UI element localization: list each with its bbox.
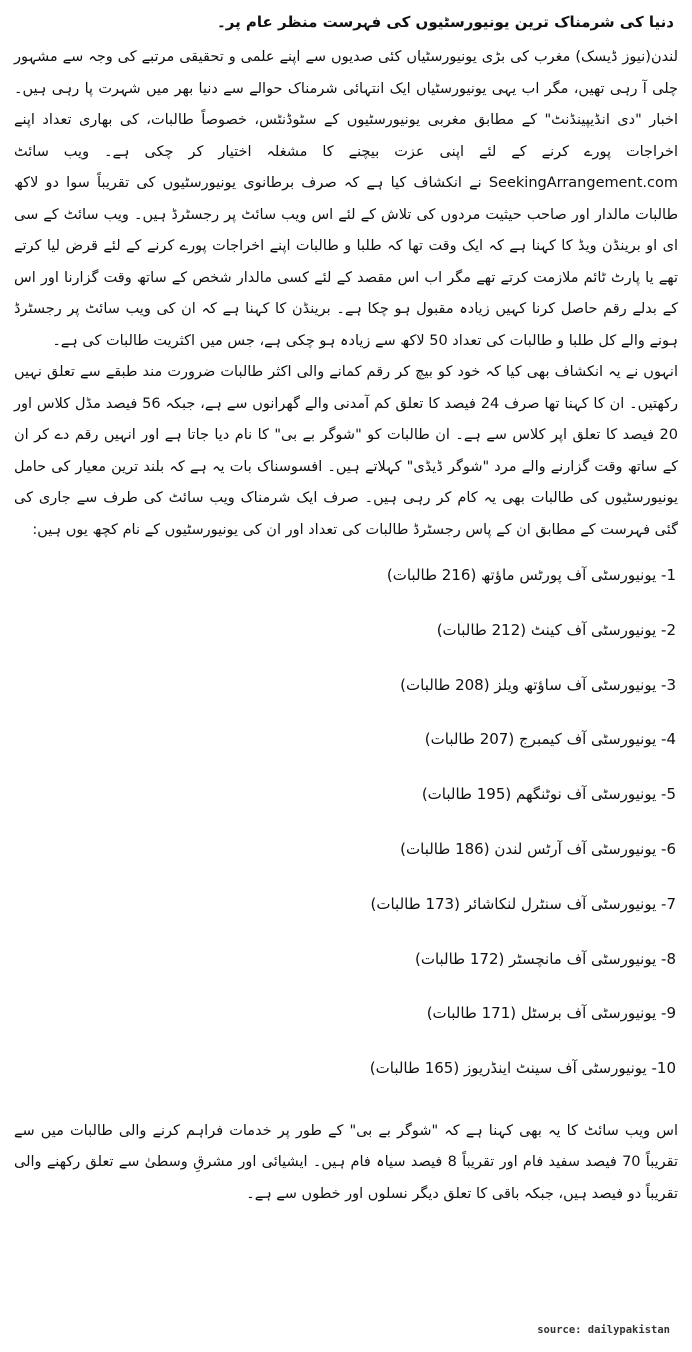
list-item: 10- یونیورسٹی آف سینٹ اینڈریوز (165 طالبات) xyxy=(369,1059,676,1078)
paragraph-revelation: انہوں نے یہ انکشاف بھی کیا کہ خود کو بیچ کر رقم کمانے والی اکثر طالبات ضرورت مند طبقے سے تعلق نہیں رکھتیں۔ ان کا کہنا تھا صرف 24 فیصد کا تعلق کم آمدنی والے گھرانوں سے ہے، جبکہ 56 فیصد مڈل کلاس اور 20 فیصد کا تعلق اپر کلاس سے ہے۔ ان طالبات کو "شوگر بے بی" کا نام دیا جاتا ہے اور انہیں رقم دے کر ان کے ساتھ وقت گزارنے والے مرد "شوگر ڈیڈی" کہلاتے ہیں۔ افسوسناک بات یہ ہے کہ بلند ترین معیار کی حامل یونیورسٹیوں کی طالبات بھی یہ کام کر رہی ہیں۔ صرف ایک شرمناک ویب سائٹ کی طرف سے جاری کی گئی فہرست کے مطابق ان کے پاس رجسٹرڈ طالبات کی تعداد اور ان کی یونیورسٹیوں کے نام کچھ یوں ہیں: xyxy=(14,364,679,538)
paragraph-closing: اس ویب سائٹ کا یہ بھی کہنا ہے کہ "شوگر بے بی" کے طور پر خدمات فراہم کرنے والی طالبات میں سے تقریباً 70 فیصد سفید فام اور تقریباً 8 فیصد سیاہ فام ہیں۔ ایشیائی اور مشرقِ وسطیٰ سے تعلق رکھنے والی تقریباً دو فیصد ہیں، جبکہ باقی کا تعلق دیگر نسلوں اور خطوں سے ہے۔ xyxy=(14,1122,678,1202)
list-item: 9- یونیورسٹی آف برسٹل (171 طالبات) xyxy=(426,1004,676,1023)
headline: دنیا کی شرمناک ترین یونیورسٹیوں کی فہرست منظر عام پر۔ xyxy=(216,13,674,31)
list-item: 3- یونیورسٹی آف ساؤتھ ویلز (208 طالبات) xyxy=(400,675,676,694)
list-item: 4- یونیورسٹی آف کیمبرج (207 طالبات) xyxy=(424,730,676,749)
list-item: 6- یونیورسٹی آف آرٹس لندن (186 طالبات) xyxy=(400,839,676,858)
university-list xyxy=(14,560,678,1108)
source-credit: source: dailypakistan xyxy=(537,1324,670,1336)
list-item: 8- یونیورسٹی آف مانچسٹر (172 طالبات) xyxy=(414,949,676,968)
list-item: 2- یونیورسٹی آف کینٹ (212 طالبات) xyxy=(436,620,676,639)
list-item: 5- یونیورسٹی آف نوٹنگھم (195 طالبات) xyxy=(421,785,676,804)
list-item: 1- یونیورسٹی آف پورٹس ماؤتھ (216 طالبات) xyxy=(386,566,676,584)
list-item: 7- یونیورسٹی آف سنٹرل لنکاشائر (173 طالبات) xyxy=(370,894,676,913)
article xyxy=(14,6,678,1210)
paragraph-intro: لندن(نیوز ڈیسک) مغرب کی بڑی یونیورسٹیاں کئی صدیوں سے اپنے علمی و تحقیقی مرتبے کی وجہ سے مشہور چلی آ رہی تھیں، مگر اب یہی یونیورسٹیاں ایک انتہائی شرمناک حوالے سے دنیا بھر میں شہرت پا رہی ہیں۔ اخبار "دی انڈیپینڈنٹ" کے مطابق مغربی یونیورسٹیوں کے سٹوڈنٹس، خصوصاً طالبات، کی بھاری تعداد اپنے اخراجات پورے کرنے کے لئے اپنی عزت بیچنے کا مشغلہ اختیار کر چکی ہے۔ ویب سائٹ SeekingArrangement.com نے انکشاف کیا ہے کہ صرف برطانوی یونیورسٹیوں کی تقریباً سوا دو لاکھ طالبات مالدار اور صاحب حیثیت مردوں کی تلاش کے لئے اس ویب سائٹ پر رجسٹرڈ ہیں۔ ویب سائٹ کے سی ای او برینڈن ویڈ کا کہنا ہے کہ ایک وقت تھا کہ طلبا و طالبات اپنے اخراجات پورے کرنے کے لئے قرض لیا کرتے تھے یا پارٹ ٹائم ملازمت کرتے تھے مگر اب اس مقصد کے لئے کسی مالدار شخص کے ساتھ وقت گزارنا اور اس کے بدلے رقم حاصل کرنا کہیں زیادہ مقبول ہو چکا ہے۔ برینڈن کا کہنا ہے کہ ان کی ویب سائٹ پر رجسٹرڈ ہونے والے کل طلبا و طالبات کی تعداد 50 لاکھ سے زیادہ ہو چکی ہے، جس میں اکثریت طالبات کی ہے۔ xyxy=(14,49,678,349)
